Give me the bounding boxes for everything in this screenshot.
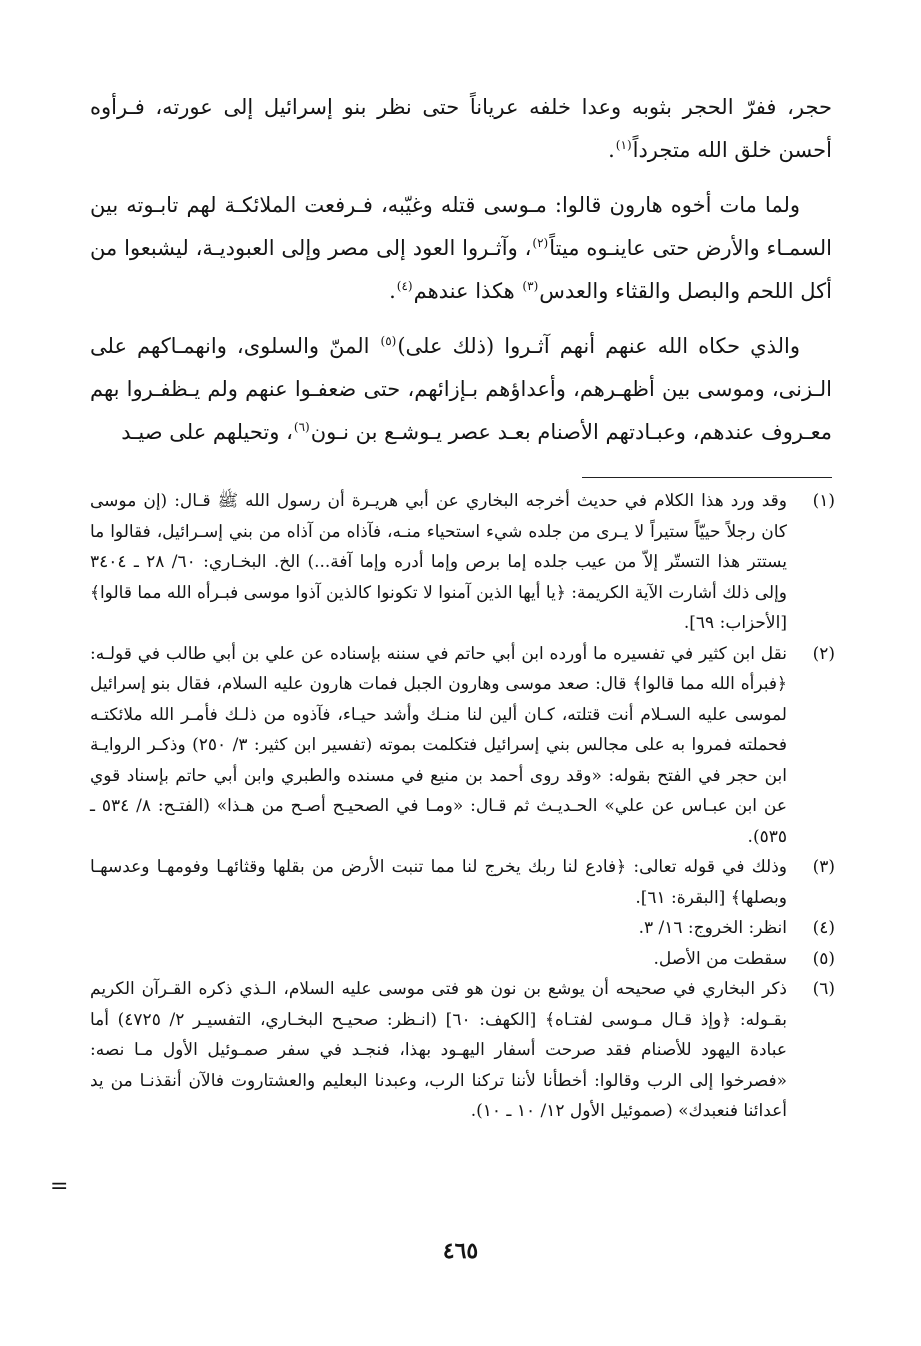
paragraph-text: ، وآثـروا العود إلى مصر وإلى العبوديـة، ليشبعوا من أكل اللحم والبصل والقثاء والعدس xyxy=(90,236,832,303)
footnote-ref-6[interactable]: (٦) xyxy=(293,420,310,434)
footnote-number: (٣) xyxy=(812,857,835,877)
footnote-ref-1[interactable]: (١) xyxy=(615,138,632,152)
footnote-ref-2[interactable]: (٢) xyxy=(532,236,549,250)
footnote-ref-4[interactable]: (٤) xyxy=(396,279,413,293)
continuation-mark: = xyxy=(50,1174,69,1199)
footnote-number: (١) xyxy=(812,491,835,511)
footnote-number: (٥) xyxy=(812,948,835,969)
footnote-6 xyxy=(90,974,835,1127)
paragraph-end: . xyxy=(389,279,396,303)
paragraph-text: حجر، ففرّ الحجر بثوبه وعدا خلفه عرياناً حتى نظر بنو إسرائيل إلى عورته، فـرأوه أحسن خلق الله متجرداً xyxy=(90,95,832,162)
paragraph-text: هكذا عندهم xyxy=(413,279,522,303)
main-text xyxy=(90,86,832,466)
footnote-text: وذلك في قوله تعالى: ﴿فادع لنا ربك يخرج لنا مما تنبت الأرض من بقلها وقثائهـا وفومهـا وعدسهـا وبصلها﴾ [البقرة: ٦١]. xyxy=(90,857,787,908)
footnote-3 xyxy=(90,852,835,913)
footnote-5 xyxy=(90,944,835,975)
footnote-text: نقل ابن كثير في تفسيره ما أورده ابن أبي حاتم في سننه بإسناده عن علي بن أبي طالب في قولـه: ﴿فبرأه الله مما قالوا﴾ قال: صعد موسى وهارون الجبل فمات هارون عليه السلام، فقال بنو إسرائيل لموسى عليه السـلام أنت قتلته، كـان ألين لنا منـك وأشد حيـاء، فآذوه من ذلـك فأمـر الله ملائكتـه فحملته فمروا به على مجالس بني إسرائيل فتكلمت بموته (تفسير ابن كثير: ٣/ ٢٥٠) وذكـر الروايـة ابن حجر في الفتح بقوله: «وقد روى أحمد بن منيع في مسنده والطبري وابن أبي حاتم بإسناد قوي عن ابن عبـاس عن علي» الحـديـث ثم قـال: «ومـا في الصحيـح أصـح من هـذا» (الفتـح: ٨/ ٥٣٤ ـ ٥٣٥). xyxy=(90,643,788,847)
footnote-number: (٤) xyxy=(812,918,835,938)
paragraph-text: ، وتحيلهم على صيـد xyxy=(121,420,293,444)
footnote-text: انظر: الخروج: ١٦/ ٣. xyxy=(638,918,787,938)
page-number: ٤٦٥ xyxy=(442,1238,479,1264)
paragraph-text: ولما مات أخوه هارون قالوا: مـوسى قتله وغيّبه، فـرفعت الملائكـة لهم تابـوته بين السمـاء والأرض حتى عاينـوه ميتاً xyxy=(90,193,832,260)
footnote-text: ذكر البخاري في صحيحه أن يوشع بن نون هو فتى موسى عليه السلام، الـذي ذكره القـرآن الكريم بقـوله: ﴿وإذ قـال مـوسى لفتـاه﴾ [الكهف: ٦٠] (انـظر: صحيـح البخـاري، التفسيـر ٢/ ٤٧٢٥) أما عبادة اليهود للأصنام فقد صرحت أسفار اليهـود بهذا، فنجـد في سفر صمـوئيل الأول مـا نصه: «فصرخوا إلى الرب وقالوا: أخطأنا لأننا تركنا الرب، وعبدنا البعليم والعشتاروت فالآن أنقذنـا من يد أعدائنا فنعبدك» (صموئيل الأول ١٢/ ١٠ ـ ١٠). xyxy=(90,979,787,1121)
footnote-number: (٢) xyxy=(812,643,835,664)
footnote-number: (٦) xyxy=(812,979,835,999)
footnote-4 xyxy=(90,913,835,944)
footnote-separator xyxy=(582,477,832,478)
paragraph-3 xyxy=(90,325,832,454)
footnotes xyxy=(90,486,835,1127)
paragraph-1 xyxy=(90,86,832,172)
footnote-text: وقد ورد هذا الكلام في حديث أخرجه البخاري عن أبي هريـرة أن رسول الله ﷺ قـال: (إن موسى كان رجلاً حييّاً ستيراً لا يـرى من جلده شيء استحياء منـه، فآذاه من آذاه من بني إسـرائيل، فقالوا ما يستتر هذا التستّر إلاّ من عيب جلده إما برص وإما أدره وإما آفة...) الخ. البخـاري: ٦٠/ ٢٨ ـ ٣٤٠٤ وإلى ذلك أشارت الآية الكريمة: ﴿يا أيها الذين آمنوا لا تكونوا كالذين آذوا موسى فبـرأه الله مما قالوا﴾ [الأحزاب: ٦٩]. xyxy=(90,491,787,633)
paragraph-text: المنّ والسلوى، وانهمـاكهم على الـزنى، وموسى بين أظهـرهم، وأعداؤهم بـإزائهم، حتى ضعفـوا عنهم ولم يـظفـروا بهم معـروف عندهم، وعبـادتهم الأصنام بعـد عصر يـوشـع بن نـون xyxy=(90,334,832,444)
paragraph-text: والذي حكاه الله عنهم أنهم آثـروا (ذلك على) xyxy=(397,334,801,358)
paragraph-end: . xyxy=(608,138,615,162)
footnote-1 xyxy=(90,486,835,639)
footnote-ref-5[interactable]: (٥) xyxy=(380,334,397,348)
paragraph-2 xyxy=(90,184,832,313)
footnote-ref-3[interactable]: (٣) xyxy=(522,279,539,293)
footnote-text: سقطت من الأصل. xyxy=(653,948,787,969)
footnote-2 xyxy=(90,639,835,853)
